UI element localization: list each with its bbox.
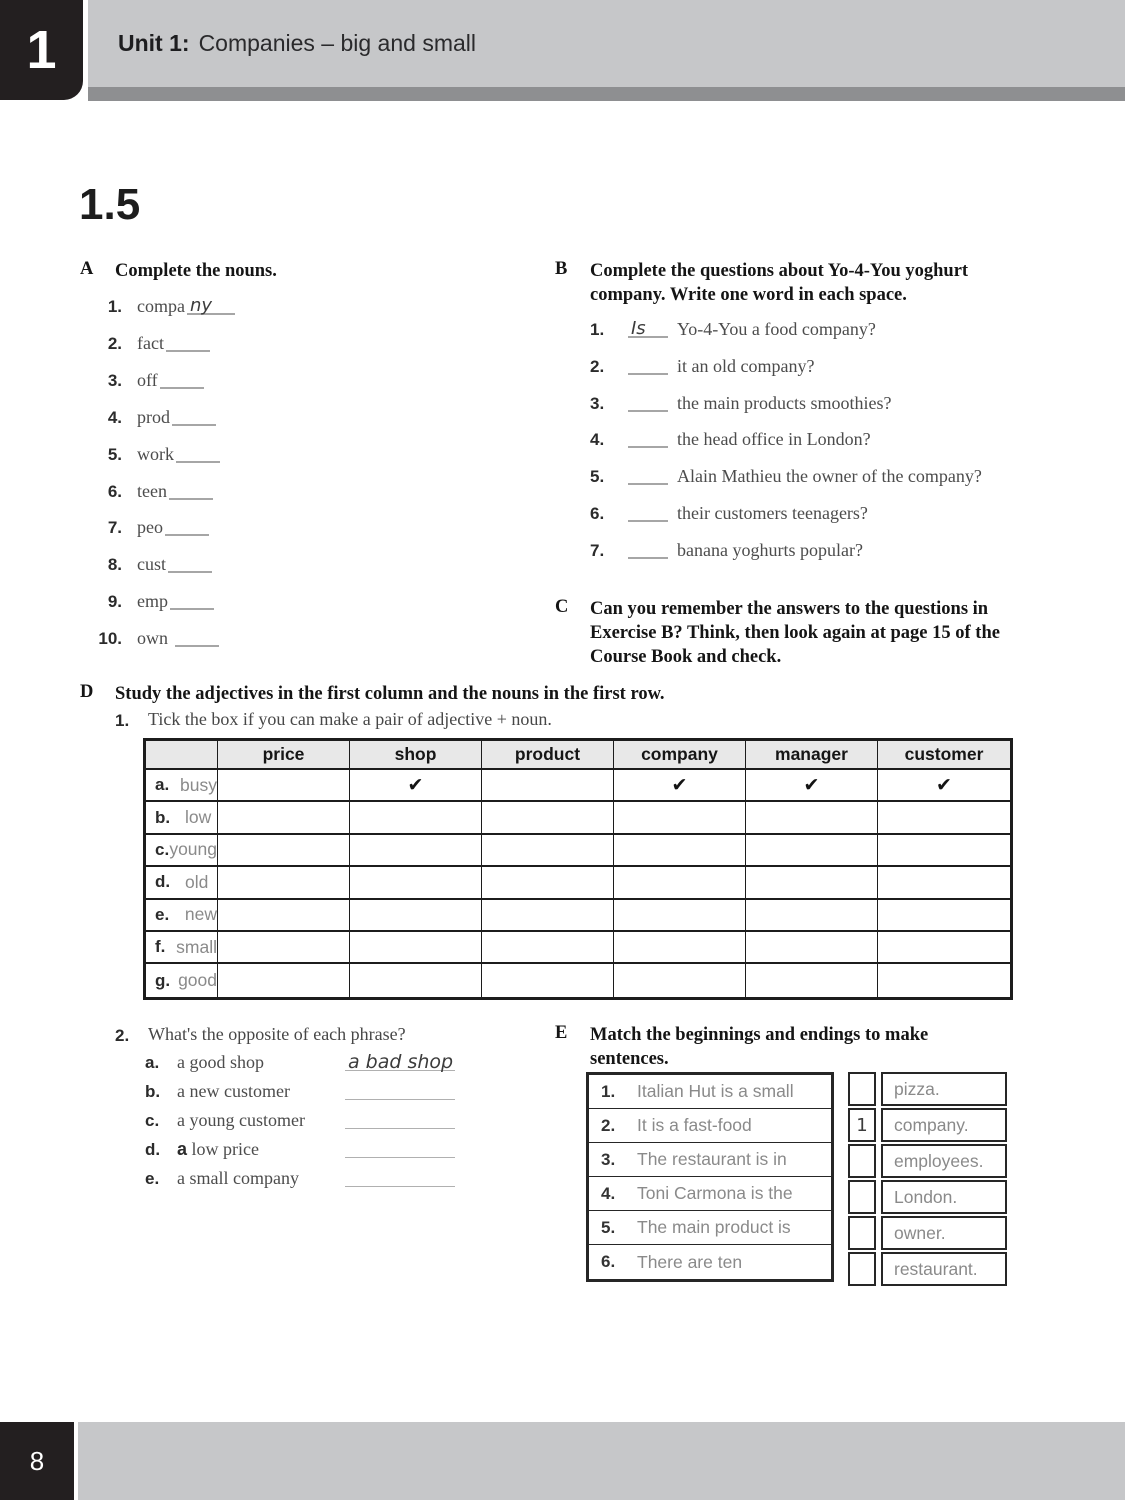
column-header-company: company: [614, 741, 746, 770]
row-label-new: e. new: [146, 900, 218, 932]
noun-stem: emp: [137, 591, 168, 611]
noun-item-5: [80, 444, 420, 465]
exercise-e-letter: E: [555, 1023, 568, 1043]
exercise-c-letter: C: [555, 597, 569, 617]
opposite-item-d: [145, 1139, 575, 1160]
ending-row-6: [848, 1252, 1007, 1286]
tick-cell[interactable]: ✔: [746, 770, 878, 802]
answer-blank[interactable]: [628, 481, 668, 485]
question-text: banana yoghurts popular?: [677, 540, 863, 560]
answer-blank[interactable]: [169, 496, 213, 500]
answer-blank[interactable]: [345, 1051, 455, 1073]
noun-item-10: [80, 628, 420, 649]
tick-cell[interactable]: [614, 835, 746, 867]
noun-stem: cust: [137, 554, 166, 574]
item-number: 5.: [590, 467, 605, 486]
phrase-text: a low price: [177, 1139, 259, 1159]
question-item-2: [590, 356, 1120, 377]
answer-blank[interactable]: [170, 606, 214, 610]
tick-cell[interactable]: [350, 867, 482, 899]
noun-item-2: [80, 333, 420, 354]
ending-row-1: [848, 1072, 1007, 1106]
answer-blank[interactable]: [187, 295, 235, 316]
opposite-item-e: [145, 1168, 575, 1189]
question-text: Alain Mathieu the owner of the company?: [677, 466, 982, 486]
row-label-low: b. low: [146, 802, 218, 834]
tick-cell[interactable]: [614, 900, 746, 932]
exercise-b-title: Complete the questions about Yo-4-You yoghurt company. Write one word in each space.: [590, 261, 969, 305]
ending-row-3: [848, 1144, 1007, 1178]
ending-text-box: owner.: [881, 1216, 1007, 1250]
tick-cell[interactable]: [614, 802, 746, 834]
question-text: the head office in London?: [677, 429, 871, 449]
item-letter: b.: [145, 1082, 161, 1101]
tick-cell[interactable]: [614, 867, 746, 899]
tick-cell[interactable]: [746, 932, 878, 964]
answer-blank[interactable]: [628, 518, 668, 522]
noun-stem: work: [137, 444, 174, 464]
handwritten-answer: a bad shop: [348, 1051, 454, 1073]
item-number: 7.: [590, 541, 605, 560]
answer-blank[interactable]: [628, 444, 668, 448]
sentence-endings-table: [848, 1072, 1007, 1288]
item-number: 1.: [107, 297, 122, 316]
item-number: 2.: [590, 357, 605, 376]
item-number: 9.: [107, 592, 122, 611]
noun-item-7: [80, 517, 420, 538]
question-item-4: [590, 429, 1120, 450]
row-label-old: d. old: [146, 867, 218, 899]
noun-item-8: [80, 554, 420, 575]
tick-cell[interactable]: [218, 802, 350, 834]
item-number: 3.: [107, 371, 122, 390]
answer-blank[interactable]: [168, 569, 212, 573]
tick-cell[interactable]: [878, 964, 1010, 996]
beginning-row-3[interactable]: 3. The restaurant is in: [589, 1143, 831, 1177]
column-header-price: price: [218, 741, 350, 770]
beginning-row-5[interactable]: 5. The main product is: [589, 1211, 831, 1245]
answer-blank[interactable]: [175, 643, 219, 647]
tick-cell[interactable]: ✔: [350, 770, 482, 802]
noun-item-4: [80, 407, 420, 428]
column-header-shop: shop: [350, 741, 482, 770]
tick-cell[interactable]: [746, 835, 878, 867]
exercise-c-title: Can you remember the answers to the questions in Exercise B? Think, then look again at page 15 of the Course Book and check.: [590, 599, 1000, 667]
tick-cell[interactable]: [614, 932, 746, 964]
noun-item-3: [80, 370, 420, 391]
tick-cell[interactable]: [218, 964, 350, 996]
noun-stem: teen: [137, 481, 167, 501]
question-item-1: [590, 319, 1120, 340]
answer-blank[interactable]: [345, 1154, 455, 1158]
noun-item-1: [80, 296, 420, 317]
unit-label: Unit 1:: [118, 30, 190, 56]
item-letter: e.: [145, 1169, 160, 1188]
question-item-3: [590, 393, 1120, 414]
tick-cell[interactable]: [482, 770, 614, 802]
tick-cell[interactable]: [482, 867, 614, 899]
noun-item-9: [80, 591, 420, 612]
answer-blank[interactable]: [172, 422, 216, 426]
exercise-e-title: Match the beginnings and endings to make sentences.: [590, 1025, 929, 1069]
tick-cell[interactable]: [350, 932, 482, 964]
noun-stem: peo: [137, 517, 163, 537]
tick-cell[interactable]: [878, 932, 1010, 964]
tick-cell[interactable]: [746, 867, 878, 899]
answer-blank[interactable]: [345, 1183, 455, 1187]
tick-cell[interactable]: [746, 802, 878, 834]
page-number: 8: [29, 1445, 45, 1476]
handwritten-answer: Is: [631, 318, 646, 339]
page-number-box: [0, 1422, 74, 1500]
tick-cell[interactable]: [746, 964, 878, 996]
tick-cell[interactable]: [482, 964, 614, 996]
item-number: 7.: [107, 518, 122, 537]
ending-text-box: company.: [881, 1108, 1007, 1142]
item-letter: a.: [145, 1053, 160, 1072]
beginning-row-6[interactable]: 6. There are ten: [601, 1251, 743, 1272]
tick-cell[interactable]: [350, 900, 482, 932]
tick-cell[interactable]: ✔: [878, 770, 1010, 802]
answer-blank[interactable]: [165, 532, 209, 536]
tick-cell[interactable]: [350, 964, 482, 996]
phrase-text: a new customer: [177, 1081, 290, 1101]
item-letter: d.: [145, 1140, 161, 1159]
tick-cell[interactable]: [878, 835, 1010, 867]
noun-stem: fact: [137, 333, 164, 353]
column-header-product: product: [482, 741, 614, 770]
tick-cell[interactable]: [746, 900, 878, 932]
tick-cell[interactable]: [218, 932, 350, 964]
lesson-number: 1.5: [79, 180, 141, 229]
ending-row-4: [848, 1180, 1007, 1214]
item-number: 4.: [107, 408, 122, 427]
row-label-small: f. small: [146, 932, 218, 964]
ending-row-5: [848, 1216, 1007, 1250]
tick-cell[interactable]: [218, 835, 350, 867]
tick-cell[interactable]: [614, 964, 746, 996]
task-2-number: 2.: [115, 1026, 130, 1045]
adjective-noun-table: [143, 738, 1013, 1000]
opposite-item-a: [145, 1052, 575, 1073]
item-letter: c.: [145, 1111, 160, 1130]
item-number: 2.: [107, 334, 122, 353]
exercise-d-letter: D: [80, 682, 94, 702]
footer-bar: [78, 1422, 1125, 1500]
unit-title: Companies – big and small: [198, 30, 476, 56]
unit-header-bar: [88, 0, 1125, 87]
item-number: 5.: [107, 445, 122, 464]
noun-stem: compa: [137, 296, 185, 316]
opposite-item-b: [145, 1081, 575, 1102]
unit-number: 1: [26, 20, 57, 80]
question-item-5: [590, 466, 1120, 487]
sentence-beginnings-table: [586, 1072, 834, 1282]
question-text: their customers teenagers?: [677, 503, 868, 523]
phrase-text: a young customer: [177, 1110, 305, 1130]
question-text: it an old company?: [677, 356, 815, 376]
answer-blank[interactable]: [628, 408, 668, 412]
answer-blank[interactable]: [166, 348, 210, 352]
match-number-box[interactable]: [848, 1216, 876, 1250]
task-1-instruction: Tick the box if you can make a pair of adjective + noun.: [148, 709, 552, 729]
tick-cell[interactable]: [350, 802, 482, 834]
question-item-6: [590, 503, 1120, 524]
phrase-text: a good shop: [177, 1052, 264, 1072]
phrase-text: a small company: [177, 1168, 299, 1188]
answer-blank[interactable]: [345, 1096, 455, 1100]
tick-cell[interactable]: [350, 835, 482, 867]
tick-cell[interactable]: [482, 900, 614, 932]
match-number-box[interactable]: [848, 1180, 876, 1214]
tick-cell[interactable]: [482, 932, 614, 964]
row-label-busy: a. busy: [146, 770, 218, 802]
ending-text-box: employees.: [881, 1144, 1007, 1178]
opposite-item-c: [145, 1110, 575, 1131]
tick-cell[interactable]: [482, 802, 614, 834]
match-number-box[interactable]: [848, 1252, 876, 1286]
exercise-d-title: Study the adjectives in the first column and the nouns in the first row.: [115, 684, 665, 704]
item-number: 1.: [590, 320, 605, 339]
exercise-b-letter: B: [555, 259, 568, 279]
ending-text-box: pizza.: [881, 1072, 1007, 1106]
match-number-box[interactable]: [848, 1144, 876, 1178]
item-number: 4.: [590, 430, 605, 449]
tick-cell[interactable]: [878, 867, 1010, 899]
item-number: 8.: [107, 555, 122, 574]
tick-cell[interactable]: [218, 770, 350, 802]
answer-blank[interactable]: [628, 371, 668, 375]
answer-blank[interactable]: [176, 459, 220, 463]
tick-cell[interactable]: [218, 867, 350, 899]
ending-text-box: restaurant.: [881, 1252, 1007, 1286]
noun-stem: own: [137, 628, 168, 648]
beginning-row-4[interactable]: 4. Toni Carmona is the: [589, 1177, 831, 1211]
ending-row-2: [848, 1108, 1007, 1142]
handwritten-match: 1: [856, 1114, 868, 1136]
tick-cell[interactable]: [482, 835, 614, 867]
beginning-row-1[interactable]: 1. Italian Hut is a small: [589, 1075, 831, 1109]
answer-blank[interactable]: [628, 555, 668, 559]
column-header-customer: customer: [878, 741, 1010, 770]
handwritten-answer: ny: [189, 295, 213, 316]
task-2-instruction: What's the opposite of each phrase?: [148, 1024, 406, 1044]
exercise-a-title: Complete the nouns.: [115, 261, 277, 281]
tick-cell[interactable]: [878, 900, 1010, 932]
question-item-7: [590, 540, 1120, 561]
item-number: 6.: [107, 482, 122, 501]
exercise-a-letter: A: [80, 259, 94, 279]
question-text: Yo-4-You a food company?: [677, 319, 876, 339]
match-number-box[interactable]: [848, 1108, 876, 1142]
question-text: the main products smoothies?: [677, 393, 892, 413]
row-label-young: c. young: [146, 835, 218, 867]
noun-item-6: [80, 481, 420, 502]
item-number: 6.: [590, 504, 605, 523]
noun-stem: off: [137, 370, 158, 390]
answer-blank[interactable]: [160, 385, 204, 389]
tick-cell[interactable]: ✔: [614, 770, 746, 802]
ending-text-box: London.: [881, 1180, 1007, 1214]
item-number: 10.: [98, 629, 122, 648]
tick-cell[interactable]: [218, 900, 350, 932]
unit-header-strip: [88, 87, 1125, 101]
column-header-manager: manager: [746, 741, 878, 770]
task-1-number: 1.: [115, 711, 130, 730]
match-number-box[interactable]: [848, 1072, 876, 1106]
noun-stem: prod: [137, 407, 170, 427]
row-label-good: g. good: [146, 964, 218, 996]
item-number: 3.: [590, 394, 605, 413]
table-corner-cell: [146, 741, 218, 770]
beginning-row-2[interactable]: 2. It is a fast-food: [589, 1109, 831, 1143]
answer-blank[interactable]: [628, 318, 668, 339]
tick-cell[interactable]: [878, 802, 1010, 834]
answer-blank[interactable]: [345, 1125, 455, 1129]
unit-number-box: [0, 0, 88, 105]
